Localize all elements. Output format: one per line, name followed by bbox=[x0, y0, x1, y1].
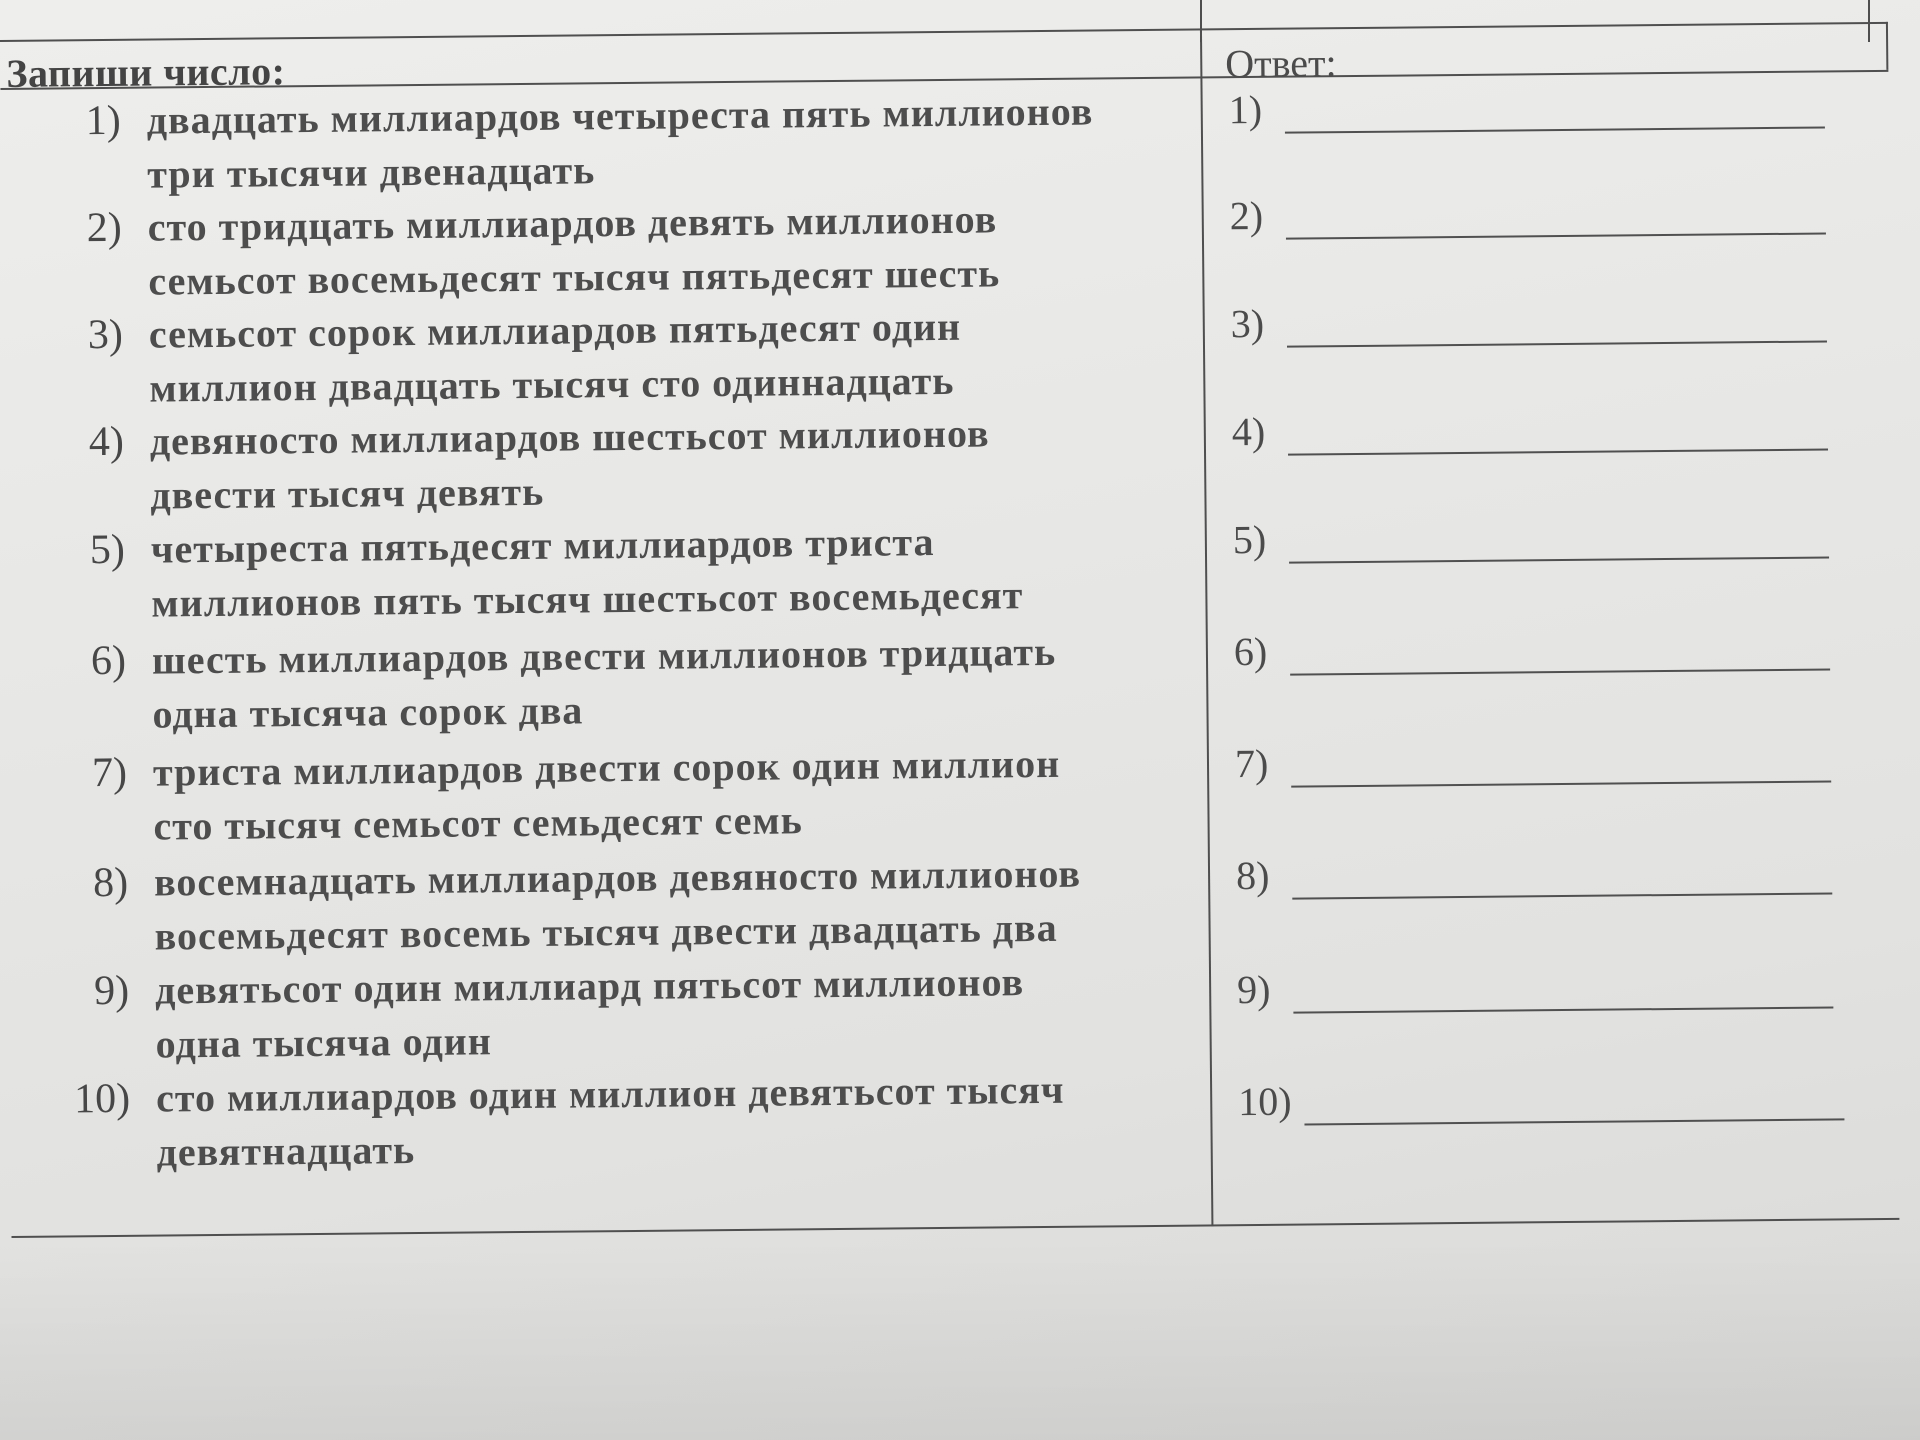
answer-slot bbox=[1230, 186, 1870, 242]
task-text-line: три тысячи двенадцать bbox=[147, 147, 596, 197]
answer-header: Ответ: bbox=[1225, 40, 1337, 87]
task-text-line: семьсот сорок миллиардов пятьдесят один bbox=[148, 303, 962, 357]
task-number: 9) bbox=[93, 967, 130, 1015]
table-right-border bbox=[1886, 22, 1888, 70]
task-text-line: сто миллиардов один миллион девятьсот тысяч bbox=[155, 1066, 1065, 1121]
answer-number: 2) bbox=[1229, 192, 1264, 239]
task-text-line: миллион двадцать тысяч сто одиннадцать bbox=[149, 357, 955, 411]
task-text-line: одна тысяча один bbox=[155, 1018, 492, 1067]
answer-number: 9) bbox=[1236, 966, 1271, 1013]
answer-blank-line[interactable] bbox=[1289, 556, 1829, 563]
task-header: Запиши число: bbox=[6, 48, 286, 96]
column-divider bbox=[1200, 28, 1213, 1226]
task-number: 7) bbox=[91, 749, 128, 797]
task-text-line: одна тысяча сорок два bbox=[152, 687, 584, 737]
task-item bbox=[8, 849, 1169, 970]
task-item bbox=[4, 408, 1165, 529]
answer-blank-line[interactable] bbox=[1292, 892, 1832, 899]
answer-slot bbox=[1238, 1072, 1878, 1128]
answer-blank-line[interactable] bbox=[1286, 232, 1826, 239]
table-top-border bbox=[0, 22, 1888, 42]
task-text-line: шесть миллиардов двести миллионов тридцать bbox=[151, 628, 1057, 683]
answer-blank-line[interactable] bbox=[1285, 126, 1825, 133]
answer-number: 5) bbox=[1232, 516, 1267, 563]
answer-number: 3) bbox=[1230, 300, 1265, 347]
task-text-line: триста миллиардов двести сорок один миллион bbox=[152, 740, 1061, 795]
answer-slot bbox=[1231, 294, 1871, 350]
answer-blank-line[interactable] bbox=[1293, 1006, 1833, 1013]
worksheet-table bbox=[0, 22, 1899, 1240]
task-number: 1) bbox=[85, 97, 122, 145]
answer-blank-line[interactable] bbox=[1290, 668, 1830, 675]
task-text-line: семьсот восемьдесят тысяч пятьдесят шесть bbox=[148, 250, 1001, 304]
task-text-line: двадцать миллиардов четыреста пять миллионов bbox=[146, 88, 1094, 143]
task-text-line: сто тысяч семьсот семьдесят семь bbox=[153, 797, 804, 849]
answer-blank-line[interactable] bbox=[1288, 448, 1828, 455]
task-number: 5) bbox=[89, 526, 126, 574]
task-item bbox=[3, 301, 1164, 422]
answer-number: 1) bbox=[1228, 86, 1263, 133]
task-item bbox=[9, 957, 1170, 1078]
task-number: 6) bbox=[90, 637, 127, 685]
task-text-line: восемнадцать миллиардов девяносто миллионов bbox=[153, 850, 1082, 905]
task-item bbox=[7, 739, 1168, 860]
answer-blank-line[interactable] bbox=[1304, 1118, 1844, 1125]
paper-shadow bbox=[0, 1240, 1920, 1440]
answer-number: 7) bbox=[1234, 740, 1269, 787]
task-item bbox=[6, 627, 1167, 748]
task-number: 2) bbox=[86, 204, 123, 252]
task-item bbox=[5, 516, 1166, 637]
task-item bbox=[1, 87, 1162, 208]
table-bottom-border bbox=[11, 1218, 1899, 1238]
answer-slot bbox=[1237, 960, 1877, 1016]
answer-blank-line[interactable] bbox=[1287, 340, 1827, 347]
task-text-line: двести тысяч девять bbox=[150, 468, 545, 518]
task-number: 8) bbox=[92, 859, 129, 907]
answer-number: 8) bbox=[1235, 852, 1270, 899]
task-text-line: девятнадцать bbox=[156, 1127, 416, 1175]
task-text-line: девяносто миллиардов шестьсот миллионов bbox=[149, 410, 990, 464]
task-item bbox=[2, 194, 1163, 315]
answer-slot bbox=[1232, 402, 1872, 458]
task-text-line: четыреста пятьдесят миллиардов триста bbox=[150, 519, 935, 572]
task-number: 3) bbox=[87, 311, 124, 359]
task-text-line: сто тридцать миллиардов девять миллионов bbox=[147, 196, 998, 250]
answer-slot bbox=[1233, 510, 1873, 566]
task-text-line: миллионов пять тысяч шестьсот восемьдесят bbox=[151, 572, 1024, 626]
task-item bbox=[10, 1065, 1171, 1186]
answer-slot bbox=[1236, 846, 1876, 902]
answer-slot bbox=[1234, 622, 1874, 678]
answer-number: 6) bbox=[1233, 628, 1268, 675]
answer-number: 10) bbox=[1238, 1078, 1292, 1125]
answer-slot bbox=[1235, 734, 1875, 790]
answer-blank-line[interactable] bbox=[1291, 780, 1831, 787]
answer-number: 4) bbox=[1231, 408, 1266, 455]
task-text-line: восемьдесят восемь тысяч двести двадцать два bbox=[154, 904, 1058, 959]
task-number: 10) bbox=[73, 1075, 131, 1123]
answer-slot bbox=[1229, 80, 1869, 136]
task-text-line: девятьсот один миллиард пятьсот миллионов bbox=[154, 959, 1025, 1013]
task-number: 4) bbox=[88, 418, 125, 466]
